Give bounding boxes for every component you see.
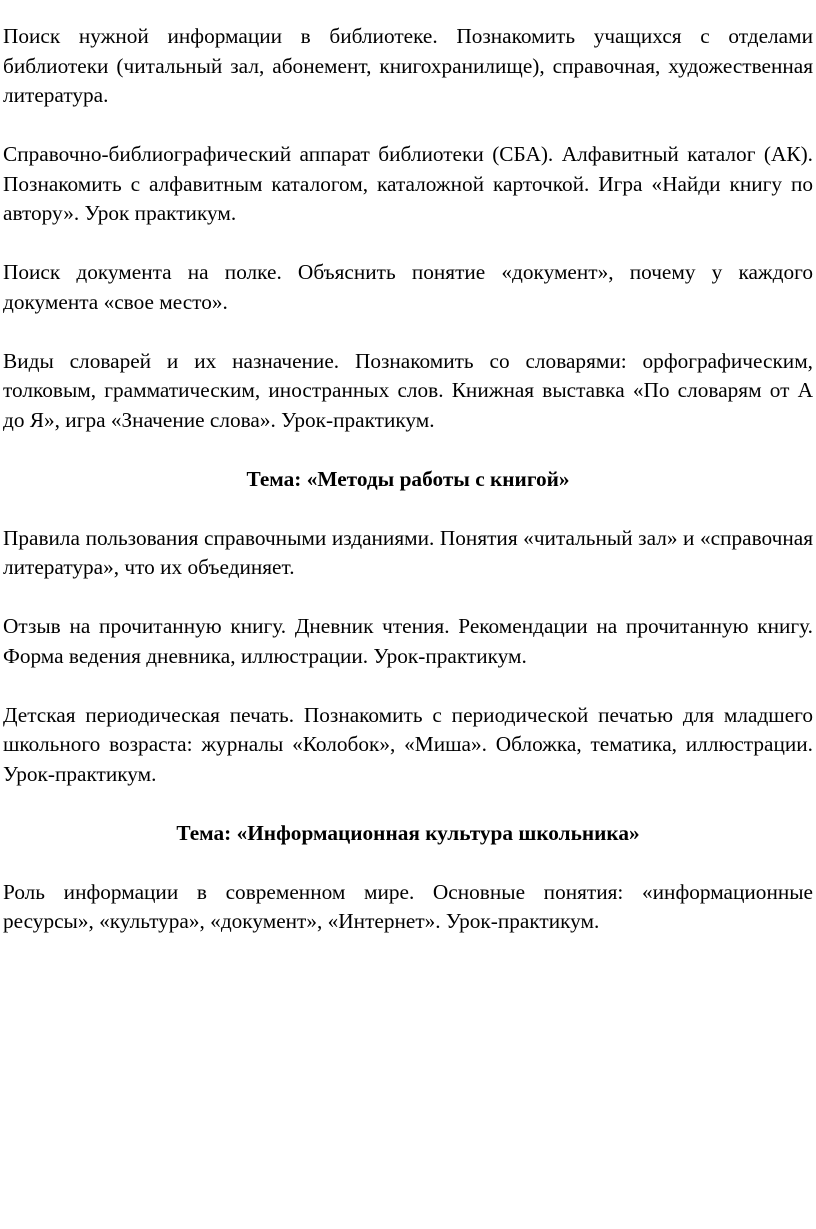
paragraph-document-shelf: Поиск документа на полке. Объяснить понятие «документ», почему у каждого документа «свое место».	[3, 260, 813, 314]
section-heading-book-methods: Тема: «Методы работы с книгой»	[246, 466, 570, 491]
paragraph-book-review: Отзыв на прочитанную книгу. Дневник чтения. Рекомендации на прочитанную книгу. Форма ведения дневника, иллюстрации. Урок-практикум.	[3, 614, 813, 668]
paragraph-library-search: Поиск нужной информации в библиотеке. Познакомить учащихся с отделами библиотеки (читальный зал, абонемент, книгохранилище), справочная, художественная литература.	[3, 24, 813, 107]
paragraph-dictionaries: Виды словарей и их назначение. Познакомить со словарями: орфографическим, толковым, грамматическим, иностранных слов. Книжная выставка «По словарям от А до Я», игра «Значение слова». Урок-практикум.	[3, 348, 813, 432]
paragraph-periodicals: Детская периодическая печать. Познакомить с периодической печатью для младшего школьного возраста: журналы «Колобок», «Миша». Обложка, тематика, иллюстрации. Урок-практикум.	[3, 702, 813, 786]
section-heading-information-culture: Тема: «Информационная культура школьника»	[176, 820, 640, 845]
paragraph-information-role: Роль информации в современном мире. Основные понятия: «информационные ресурсы», «культура», «документ», «Интернет». Урок-практикум.	[3, 879, 813, 933]
paragraph-reference-rules: Правила пользования справочными изданиями. Понятия «читальный зал» и «справочная литература», что их объединяет.	[3, 525, 813, 579]
paragraph-reference-apparatus: Справочно-библиографический аппарат библиотеки (СБА). Алфавитный каталог (АК). Познакомить с алфавитным каталогом, каталожной карточкой. Игра «Найди книгу по автору». Урок практикум.	[3, 142, 813, 225]
